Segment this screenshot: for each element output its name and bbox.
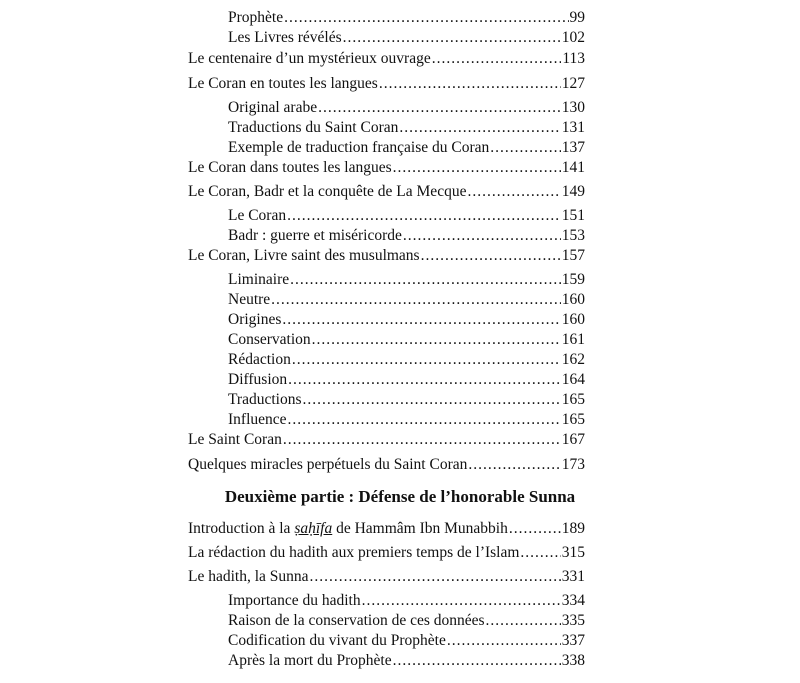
toc-entry-page: 165 <box>561 411 585 428</box>
toc-entry <box>228 118 585 138</box>
leader-dots <box>490 138 561 158</box>
leader-dots <box>284 8 568 28</box>
toc-entry <box>188 158 585 178</box>
toc-entry <box>188 543 585 563</box>
leader-dots <box>318 98 561 118</box>
toc-entry-page: 331 <box>561 568 585 585</box>
toc-entry-title-after: de Hammâm Ibn Munabbih <box>332 520 508 537</box>
toc-entry-page: 173 <box>561 456 585 473</box>
toc-entry <box>228 138 585 158</box>
toc-entry-title: Traductions du Saint Coran <box>228 119 399 136</box>
toc-entry-title: Original arabe <box>228 99 318 116</box>
toc-entry-page: 99 <box>569 9 585 26</box>
toc-entry <box>188 430 585 450</box>
toc-entry <box>228 8 585 28</box>
leader-dots <box>447 631 561 651</box>
toc-entry <box>188 246 585 266</box>
toc-entry-page: 338 <box>561 652 585 669</box>
toc-entry-title: Origines <box>228 311 282 328</box>
toc-entry-page: 335 <box>561 612 585 629</box>
toc-entry-page: 164 <box>561 371 585 388</box>
toc-entry <box>228 28 585 48</box>
toc-entry <box>228 631 585 651</box>
toc-entry-page: 127 <box>561 75 585 92</box>
toc-entry <box>228 410 585 430</box>
toc-entry-page: 157 <box>561 247 585 264</box>
toc-entry-title: Exemple de traduction française du Coran <box>228 139 490 156</box>
toc-entry-page: 137 <box>561 139 585 156</box>
toc-entry-page: 162 <box>561 351 585 368</box>
toc-entry <box>228 611 585 631</box>
toc-entry-page: 165 <box>561 391 585 408</box>
leader-dots <box>282 310 560 330</box>
toc-entry-title: Le Coran dans toutes les langues <box>188 159 392 176</box>
leader-dots <box>468 455 560 475</box>
leader-dots <box>520 543 560 563</box>
leader-dots <box>393 158 561 178</box>
toc-entry <box>188 74 585 94</box>
toc-entry-title: Prophète <box>228 9 284 26</box>
leader-dots <box>303 390 561 410</box>
toc-entry <box>228 206 585 226</box>
toc-entry <box>228 390 585 410</box>
toc-entry-title: Conservation <box>228 331 311 348</box>
toc-entry-title: Le Coran en toutes les langues <box>188 75 378 92</box>
leader-dots <box>403 226 561 246</box>
toc-entry <box>228 370 585 390</box>
leader-dots <box>288 370 561 390</box>
section-title: Deuxième partie : Défense de l’honorable Sunna <box>224 487 576 506</box>
toc-entry-title-emphasis: ṣaḥīfa <box>294 520 333 537</box>
toc-entry-title: Le Coran, Badr et la conquête de La Mecque <box>188 183 467 200</box>
toc-entry <box>228 226 585 246</box>
toc-entry <box>228 98 585 118</box>
leader-dots <box>288 410 561 430</box>
toc-entry <box>188 567 585 587</box>
toc-entry-page: 159 <box>561 271 585 288</box>
toc-entry-title: Le Coran, Livre saint des musulmans <box>188 247 420 264</box>
toc-entry-title: Diffusion <box>228 371 288 388</box>
toc-entry-title: Raison de la conservation de ces données <box>228 612 485 629</box>
leader-dots <box>290 270 561 290</box>
toc-entry <box>228 290 585 310</box>
toc-entry <box>228 350 585 370</box>
toc-entry-title: Après la mort du Prophète <box>228 652 392 669</box>
toc-entry-title: Badr : guerre et miséricorde <box>228 227 402 244</box>
toc-entry <box>188 519 585 539</box>
toc-entry-title: Les Livres révélés <box>228 29 342 46</box>
leader-dots <box>467 182 560 202</box>
toc-entry <box>228 270 585 290</box>
toc-entry-page: 167 <box>561 431 585 448</box>
leader-dots <box>343 28 561 48</box>
leader-dots <box>399 118 560 138</box>
leader-dots <box>379 74 561 94</box>
leader-dots <box>509 519 561 539</box>
toc-entry-title-before: Introduction à la <box>188 520 295 537</box>
leader-dots <box>271 290 561 310</box>
toc-entry-page: 337 <box>561 632 585 649</box>
toc-entry-page: 141 <box>561 159 585 176</box>
toc-entry <box>188 455 585 475</box>
leader-dots <box>287 206 561 226</box>
toc-entry-title: Le Coran <box>228 207 287 224</box>
toc-entry-page: 113 <box>562 50 585 67</box>
toc-entry-page: 161 <box>561 331 585 348</box>
toc-entry <box>188 182 585 202</box>
leader-dots <box>283 430 561 450</box>
leader-dots <box>393 651 561 671</box>
toc-entry <box>228 651 585 671</box>
toc-entry <box>188 49 585 69</box>
toc-entry-title: Codification du vivant du Prophète <box>228 632 446 649</box>
toc-entry-title: Quelques miracles perpétuels du Saint Coran <box>188 456 468 473</box>
leader-dots <box>486 611 561 631</box>
toc-entry-page: 315 <box>561 544 585 561</box>
toc-entry-title: Le Saint Coran <box>188 431 282 448</box>
toc-entry-title: Traductions <box>228 391 302 408</box>
toc-entry-title: Le hadith, la Sunna <box>188 568 309 585</box>
toc-entry-title: Le centenaire d’un mystérieux ouvrage <box>188 50 431 67</box>
toc-entry-title: Influence <box>228 411 287 428</box>
toc-entry-page: 149 <box>561 183 585 200</box>
toc-entry-title: Liminaire <box>228 271 290 288</box>
toc-entry-page: 189 <box>561 520 585 537</box>
leader-dots <box>421 246 561 266</box>
toc-entry <box>228 591 585 611</box>
toc-entry-title: Neutre <box>228 291 271 308</box>
toc-entry-title: Importance du hadith <box>228 592 361 609</box>
toc-entry-page: 130 <box>561 99 585 116</box>
leader-dots <box>432 49 562 69</box>
leader-dots <box>362 591 561 611</box>
toc-entry-title: La rédaction du hadith aux premiers temps de l’Islam <box>188 544 520 561</box>
toc-entry-page: 160 <box>561 311 585 328</box>
toc-entry-title: Rédaction <box>228 351 291 368</box>
toc-entry-page: 334 <box>561 592 585 609</box>
toc-entry-page: 102 <box>561 29 585 46</box>
toc-entry-page: 153 <box>561 227 585 244</box>
leader-dots <box>292 350 561 370</box>
toc-entry <box>228 330 585 350</box>
toc-entry <box>228 310 585 330</box>
toc-entry-page: 151 <box>561 207 585 224</box>
leader-dots <box>312 330 561 350</box>
leader-dots <box>310 567 561 587</box>
toc-entry-page: 160 <box>561 291 585 308</box>
toc-entry-page: 131 <box>561 119 585 136</box>
toc-entry-title <box>188 519 508 539</box>
